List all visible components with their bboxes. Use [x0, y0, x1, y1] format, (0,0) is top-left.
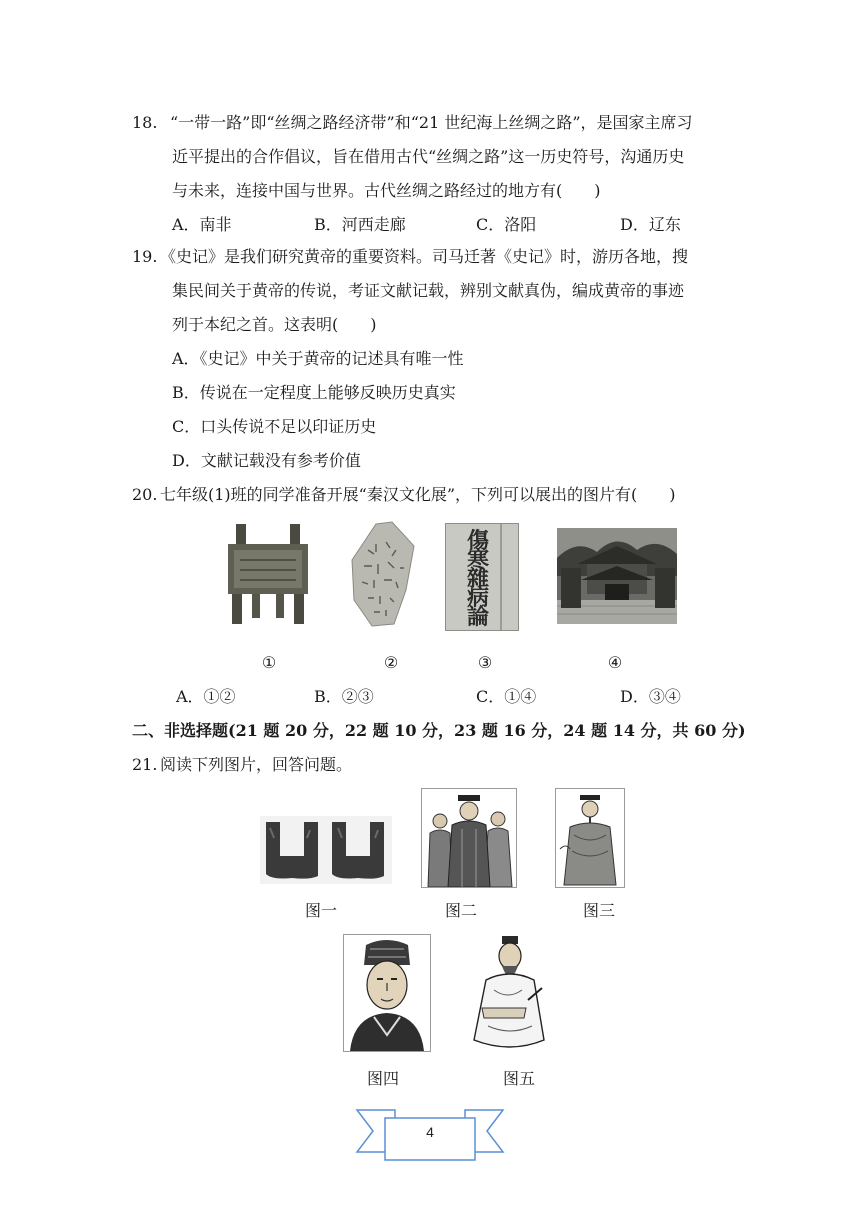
seated-scholar-icon [468, 930, 550, 1054]
q20-caption-2: ② [383, 653, 399, 672]
q21-caption-1: 图一 [304, 901, 337, 920]
page-number: 4 [426, 1124, 434, 1140]
q20-option-d: D．③④ [620, 687, 681, 706]
q20-option-a: A．①② [176, 687, 236, 706]
q20-caption-4: ④ [607, 653, 623, 672]
q19-line-3: 列于本纪之首。这表明( ) [172, 315, 377, 334]
q21-caption-5: 图五 [502, 1069, 535, 1088]
q19-line-1: 《史记》是我们研究黄帝的重要资料。司马迁著《史记》时，游历各地，搜 [160, 247, 689, 266]
temple-icon [557, 528, 677, 624]
q21-caption-3: 图三 [582, 901, 615, 920]
q20-image-4-temple [557, 528, 677, 624]
q18-line-3: 与未来，连接中国与世界。古代丝绸之路经过的地方有( ) [172, 181, 601, 200]
q20-option-b: B．②③ [314, 687, 374, 706]
book-title: 傷寒雜病論 [466, 528, 489, 630]
section-2-heading: 二、非选择题(21 题 20 分，22 题 10 分，23 题 16 分，24 题 14 分，共 60 分) [132, 721, 746, 740]
q19-option-c: C．口头传说不足以印证历史 [172, 417, 377, 436]
standing-emperor-icon [556, 789, 624, 887]
q21-line: 阅读下列图片，回答问题。 [160, 755, 353, 774]
book-spine-stripe [500, 524, 502, 630]
q19-line-2: 集民间关于黄帝的传说，考证文献记载，辨别文献真伪，编成黄帝的事迹 [172, 281, 685, 300]
page-footer-ribbon [355, 1104, 505, 1166]
q20-number: 20. [132, 485, 158, 504]
q21-number: 21. [132, 755, 158, 774]
bronze-ding-icon [216, 520, 320, 628]
q18-option-a: A．南非 [172, 215, 232, 234]
q21-figure-3-standing-emperor [555, 788, 625, 888]
q20-caption-3: ③ [477, 653, 493, 672]
q21-figure-4-crowned-portrait [343, 934, 431, 1052]
q19-option-a: A．《史记》中关于黄帝的记述具有唯一性 [172, 349, 464, 368]
q20-image-2-inscribed-fragment [346, 520, 418, 630]
q21-figure-1-spade-coins [260, 816, 392, 884]
q20-image-1-bronze-ding [216, 520, 320, 628]
q21-caption-4: 图四 [366, 1069, 399, 1088]
q18-line-2: 近平提出的合作倡议，旨在借用古代“丝绸之路”这一历史符号，沟通历史 [172, 147, 685, 166]
q21-figure-2-emperor-with-attendants [421, 788, 517, 888]
crowned-portrait-icon [344, 935, 430, 1051]
q18-line-1: “一带一路”即“丝绸之路经济带”和“21 世纪海上丝绸之路”，是国家主席习 [170, 113, 693, 132]
q21-figure-5-seated-scholar [468, 930, 550, 1054]
q19-option-d: D．文献记载没有参考价值 [172, 451, 361, 470]
q18-option-b: B．河西走廊 [314, 215, 406, 234]
q20-caption-1: ① [261, 653, 277, 672]
spade-coins-icon [260, 816, 392, 884]
q18-number: 18. [132, 113, 158, 132]
emperor-group-icon [422, 789, 516, 887]
q21-caption-2: 图二 [444, 901, 477, 920]
inscribed-fragment-icon [346, 520, 418, 630]
q20-image-3-book-cover [445, 523, 519, 631]
q19-option-b: B．传说在一定程度上能够反映历史真实 [172, 383, 456, 402]
q20-line: 七年级(1)班的同学准备开展“秦汉文化展”，下列可以展出的图片有( ) [160, 485, 676, 504]
q18-option-c: C．洛阳 [476, 215, 537, 234]
q20-option-c: C．①④ [476, 687, 537, 706]
q19-number: 19. [132, 247, 158, 266]
q18-option-d: D．辽东 [620, 215, 681, 234]
